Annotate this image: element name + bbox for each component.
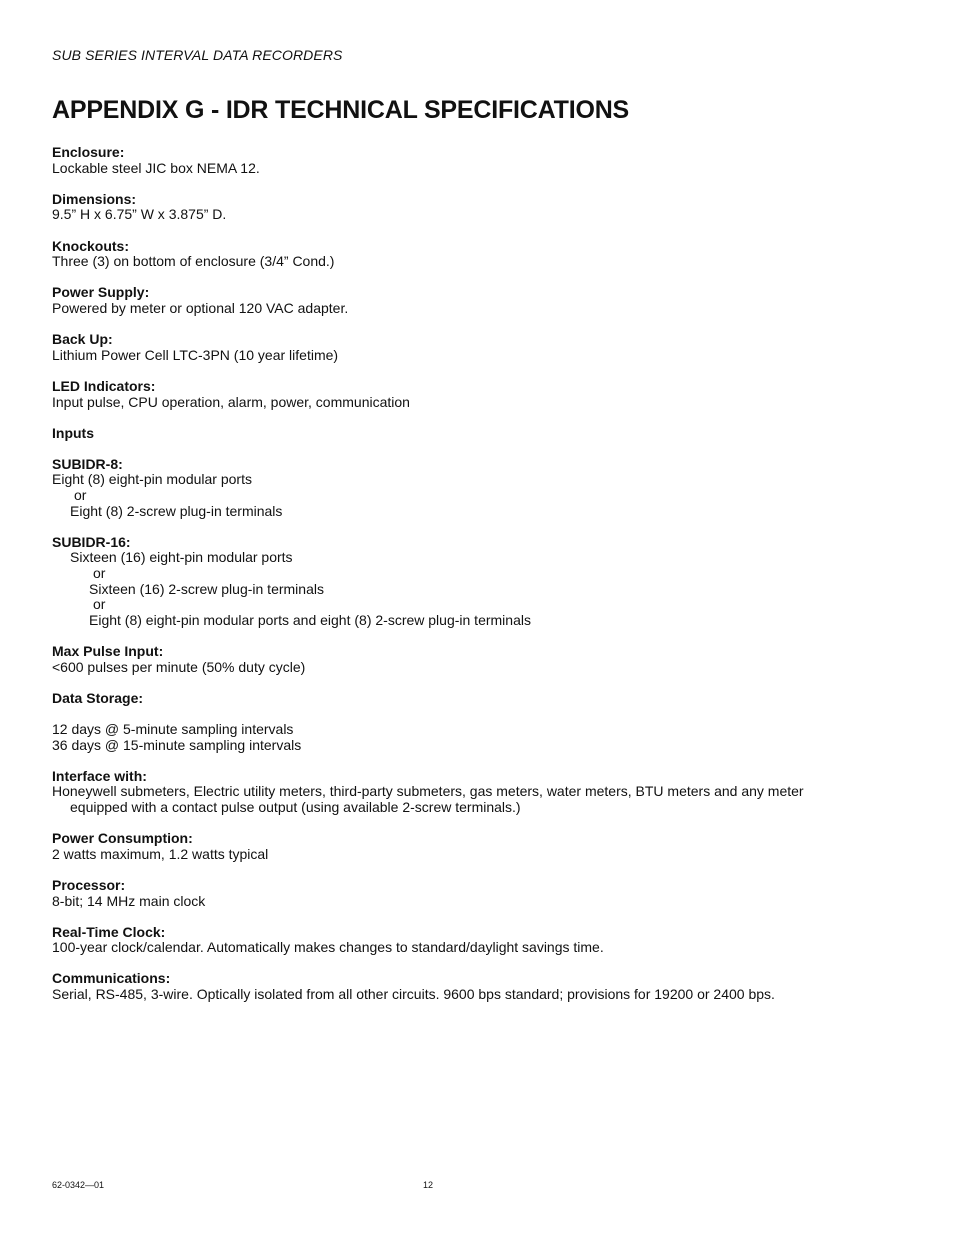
spec-processor (52, 878, 912, 909)
spec-subidr-16 (52, 535, 912, 629)
spec-dimensions (52, 192, 912, 223)
spec-value-line: Honeywell submeters, Electric utility meters, third-party submeters, gas meters, water meters, BTU meters and any meter (52, 783, 804, 800)
spec-value: 2 watts maximum, 1.2 watts typical (52, 845, 269, 862)
spec-value: <600 pulses per minute (50% duty cycle) (52, 658, 306, 675)
spec-label: Max Pulse Input: (52, 643, 164, 659)
spec-label: Power Consumption: (52, 830, 193, 847)
running-header: SUB SERIES INTERVAL DATA RECORDERS (52, 47, 343, 63)
spec-value-line: equipped with a contact pulse output (using available 2-screw terminals.) (70, 798, 521, 815)
spec-communications (52, 971, 912, 1002)
spec-label: Dimensions: (52, 190, 137, 207)
spec-label: Interface with: (52, 767, 147, 784)
spec-label: Enclosure: (52, 144, 125, 160)
spec-knockouts (52, 239, 912, 270)
footer-document-number: 62-0342—01 (52, 1180, 105, 1190)
spec-label: Data Storage: (52, 689, 144, 706)
spec-list (52, 145, 912, 1018)
spec-label: Inputs (52, 424, 94, 441)
spec-label: Communications: (52, 970, 171, 987)
spec-subidr-8 (52, 457, 912, 519)
spec-value: 9.5” H x 6.75” W x 3.875” D. (52, 206, 227, 223)
spec-label: SUBIDR-16: (52, 533, 131, 550)
footer-page-number: 12 (423, 1180, 434, 1190)
spec-value: Powered by meter or optional 120 VAC adapter. (52, 299, 349, 316)
spec-power-supply (52, 285, 912, 316)
spec-spacer (52, 706, 912, 722)
spec-value-line: Sixteen (16) 2-screw plug-in terminals (89, 580, 324, 597)
spec-back-up (52, 332, 912, 363)
spec-label: Processor: (52, 876, 126, 893)
spec-value-line: Eight (8) eight-pin modular ports and eight (8) 2-screw plug-in terminals (89, 611, 531, 628)
spec-power-consumption (52, 831, 912, 862)
spec-max-pulse-input (52, 644, 912, 675)
spec-value: Lithium Power Cell LTC-3PN (10 year lifetime) (52, 346, 339, 363)
spec-value-line: 12 days @ 5-minute sampling intervals (52, 720, 294, 737)
spec-value: 100-year clock/calendar. Automatically makes changes to standard/daylight savings time. (52, 939, 604, 956)
spec-enclosure (52, 145, 912, 176)
spec-interface-with (52, 769, 912, 816)
spec-value-line: Eight (8) eight-pin modular ports (52, 471, 252, 488)
spec-value: Three (3) on bottom of enclosure (3/4” Cond.) (52, 253, 335, 270)
spec-label: LED Indicators: (52, 377, 156, 394)
spec-value-line: 36 days @ 15-minute sampling intervals (52, 736, 302, 753)
page-title: APPENDIX G - IDR TECHNICAL SPECIFICATIONS (52, 96, 630, 124)
spec-label: Power Supply: (52, 284, 150, 301)
spec-or: or (93, 596, 106, 613)
spec-value: 8-bit; 14 MHz main clock (52, 892, 206, 909)
spec-value-line: Eight (8) 2-screw plug-in terminals (70, 502, 283, 519)
spec-label: Knockouts: (52, 237, 129, 254)
spec-real-time-clock (52, 925, 912, 956)
spec-inputs (52, 426, 912, 442)
spec-value-line: Sixteen (16) eight-pin modular ports (70, 549, 293, 566)
spec-label: SUBIDR-8: (52, 455, 123, 472)
spec-value: Input pulse, CPU operation, alarm, power, communication (52, 393, 410, 410)
spec-or: or (74, 487, 87, 504)
spec-led-indicators (52, 379, 912, 410)
spec-value: Serial, RS-485, 3-wire. Optically isolated from all other circuits. 9600 bps standard; provisions for 19200 or 2400 bps. (52, 986, 775, 1003)
spec-label: Back Up: (52, 331, 113, 348)
spec-label: Real-Time Clock: (52, 923, 166, 940)
spec-data-storage (52, 691, 912, 753)
spec-value: Lockable steel JIC box NEMA 12. (52, 159, 260, 176)
spec-or: or (93, 565, 106, 582)
